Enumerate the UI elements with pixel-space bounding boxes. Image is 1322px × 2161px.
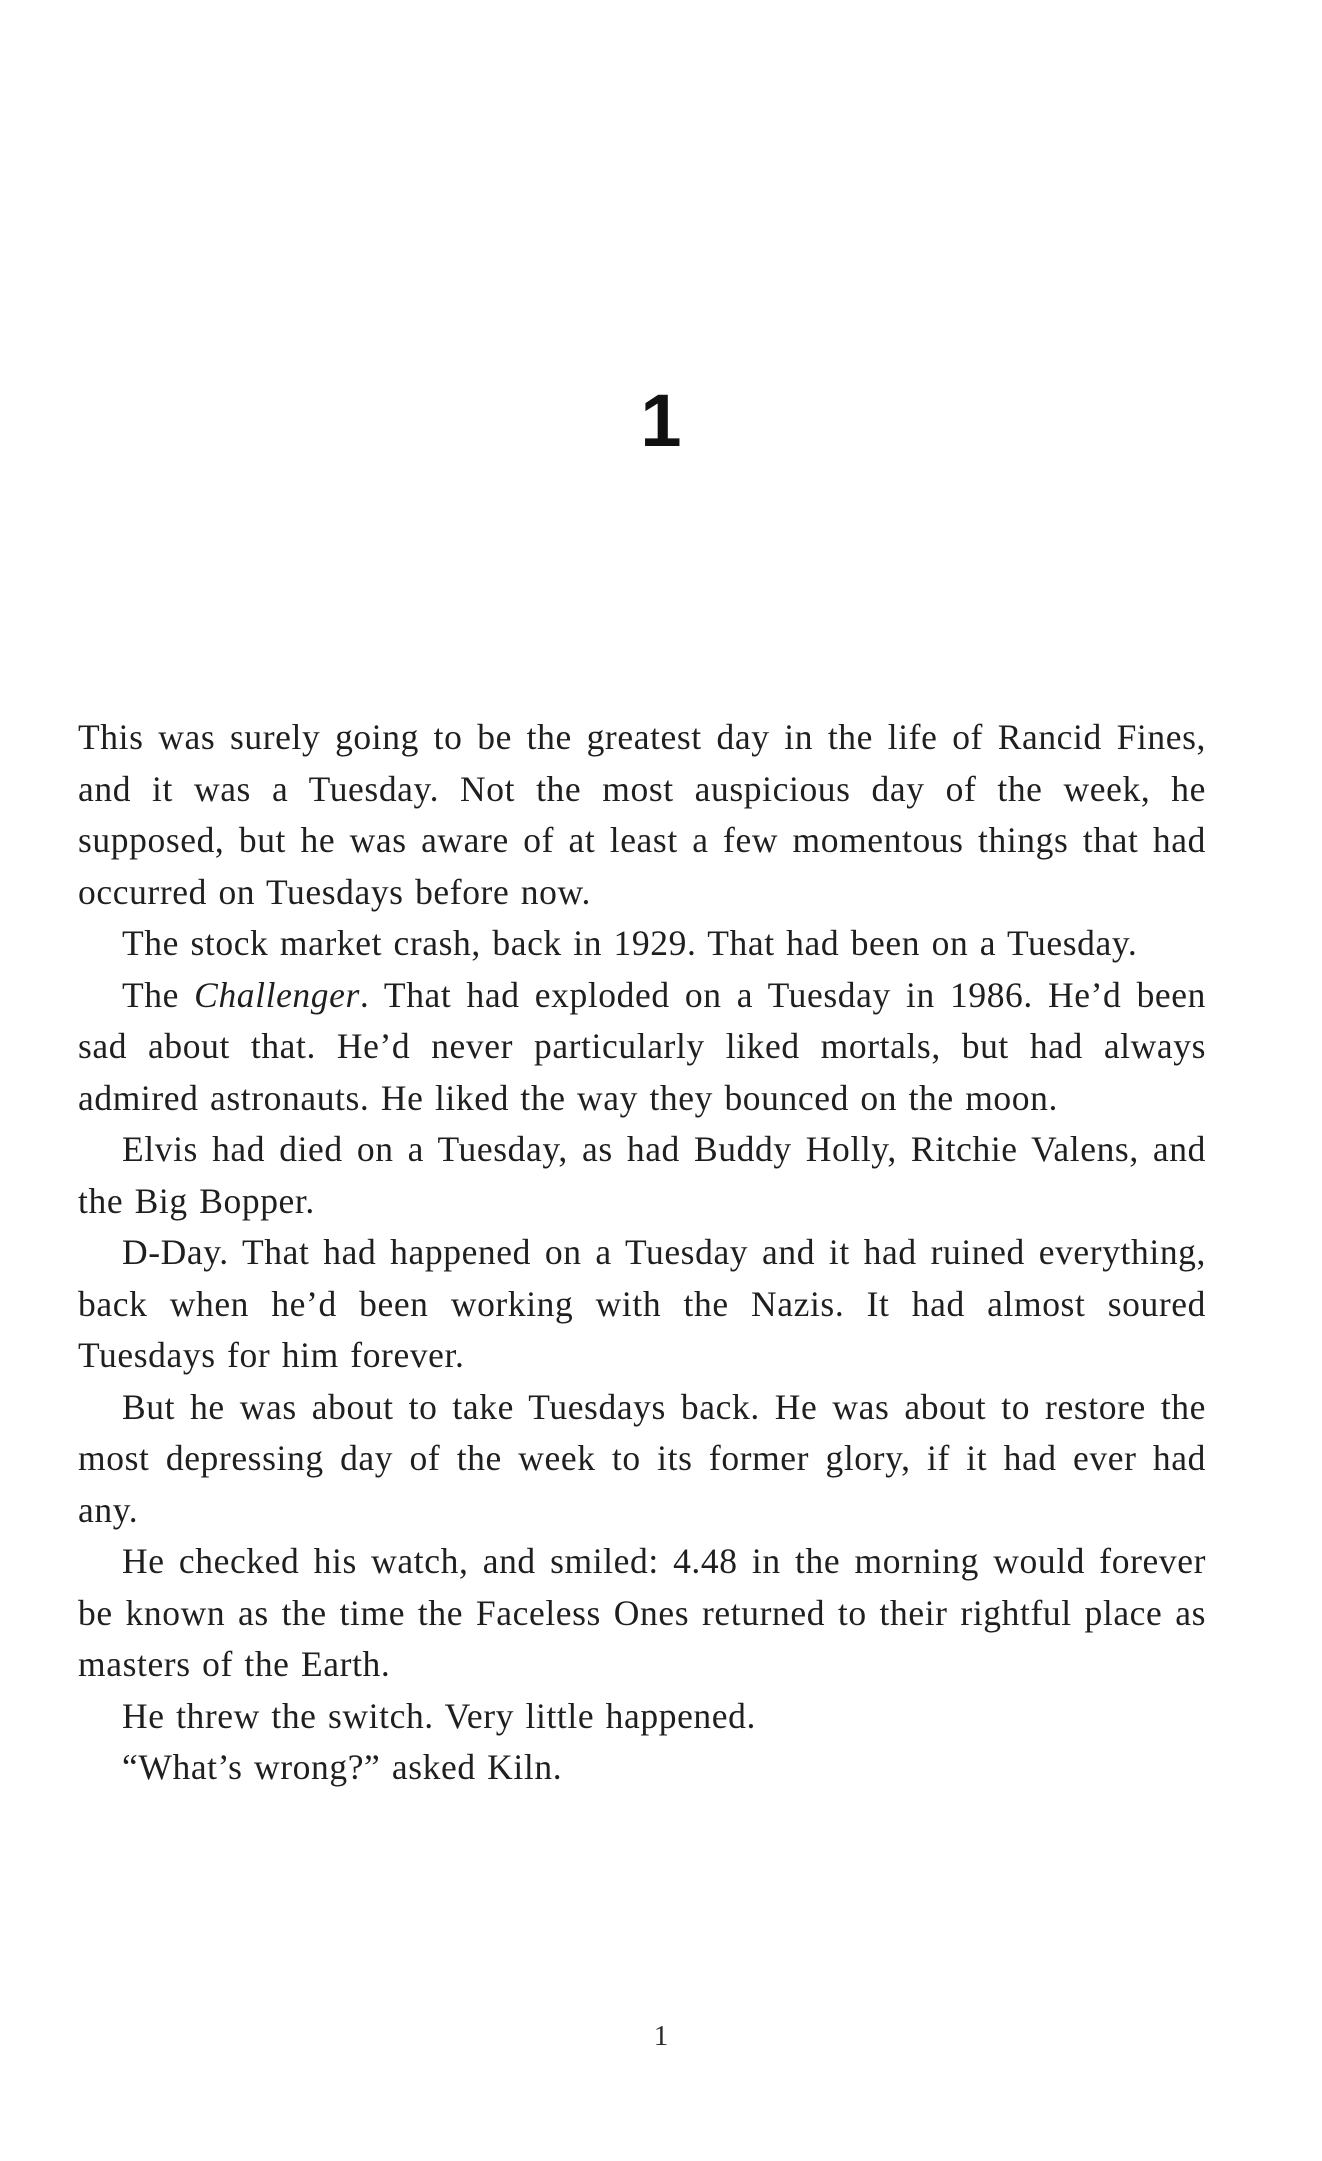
- paragraph: He checked his watch, and smiled: 4.48 in the morning would forever be known as the time the Faceless Ones returned to their rightful place as masters of the Earth.: [78, 1541, 1206, 1684]
- paragraph: [78, 970, 1206, 1125]
- chapter-body: [78, 712, 1206, 1794]
- paragraph: But he was about to take Tuesdays back. He was about to restore the most depressing day of the week to its former glory, if it had ever had any.: [78, 1386, 1206, 1530]
- paragraph: He threw the switch. Very little happened.: [122, 1695, 756, 1736]
- page-number: 1: [653, 2020, 669, 2052]
- paragraph: D-Day. That had happened on a Tuesday and it had ruined everything, back when he’d been working with the Nazis. It had almost soured Tuesdays for him forever.: [78, 1232, 1206, 1375]
- paragraph-text: The: [122, 974, 195, 1015]
- chapter-number: 1: [640, 379, 682, 462]
- paragraph-text: . That had exploded on a Tuesday in 1986. He’d been sad about that. He’d never particularly liked mortals, but had always admired astronauts. He liked the way they bounced on the moon.: [78, 974, 1206, 1118]
- paragraph: “What’s wrong?” asked Kiln.: [122, 1747, 563, 1787]
- paragraph: The stock market crash, back in 1929. That had been on a Tuesday.: [122, 923, 1138, 963]
- paragraph: Elvis had died on a Tuesday, as had Buddy Holly, Ritchie Valens, and the Big Bopper.: [78, 1129, 1206, 1221]
- italic-title: Challenger: [194, 974, 360, 1015]
- paragraph: This was surely going to be the greatest day in the life of Rancid Fines, and it was a Tuesday. Not the most auspicious day of the week, he supposed, but he was aware of at least a few momentous things that had occurred on Tuesdays before now.: [78, 717, 1206, 912]
